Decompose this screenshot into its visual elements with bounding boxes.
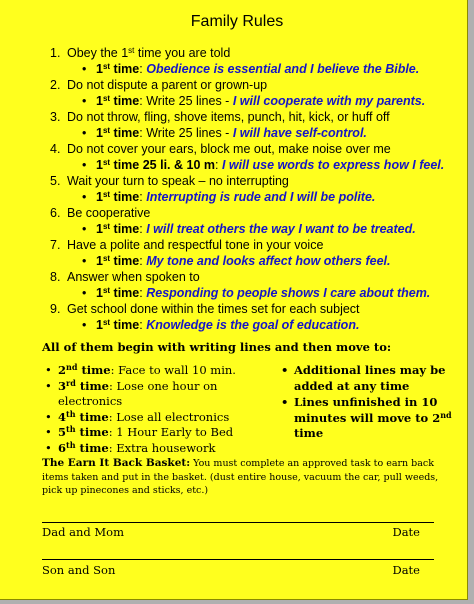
earn-back-body: You must complete an approved task to earn back items taken and put in the basket. (dust entire house, vacuum the car, pull weeds, pick up pinecones and sticks, etc.) [42, 458, 439, 496]
first-time-label: 1st time [96, 222, 140, 236]
escalation-item: • 3rd time: Lose one hour on electronics [45, 377, 218, 408]
signature-line [42, 522, 434, 523]
signer-label: Dad and Mom [42, 525, 124, 539]
first-time-label: 1st time [96, 254, 140, 268]
affirmation-text: Responding to people shows I care about them. [146, 286, 431, 300]
bullet-icon: • [82, 318, 87, 332]
bullet-icon: • [82, 222, 87, 236]
first-time-label: 1st time 25 li. & 10 m [96, 158, 215, 172]
first-time-label: 1st time [96, 126, 140, 140]
note-item: • Lines unfinished in 10 minutes will move to 2nd time [281, 395, 452, 440]
rule-text-main: Do not cover your ears, block me out, make noise over me [67, 142, 391, 156]
escalation-list [45, 363, 280, 456]
bullet-icon: • [82, 158, 87, 172]
rule-consequence [50, 93, 460, 109]
rule-text [50, 269, 460, 285]
rule-text [50, 205, 460, 221]
rule-consequence [50, 125, 460, 141]
bullet-icon: • [281, 395, 289, 409]
bullet-icon: • [82, 254, 87, 268]
consequence-text: : [139, 286, 147, 300]
rule-text-main: Obey the 1 [67, 46, 129, 60]
bullet-icon: • [82, 126, 87, 140]
bullet-icon: • [281, 363, 289, 377]
rule-text-main: Get school done within the times set for each subject [67, 302, 360, 316]
rule-text-main: Answer when spoken to [67, 270, 200, 284]
consequence-text: : [139, 254, 147, 268]
rule-number: 2. [50, 78, 61, 92]
rule-number: 5. [50, 174, 61, 188]
first-time-label: 1st time [96, 190, 140, 204]
notes-list [281, 363, 456, 443]
date-label: Date [392, 525, 420, 539]
first-time-label: 1st time [96, 62, 140, 76]
rule-text-main: Be cooperative [67, 206, 151, 220]
rule-number: 6. [50, 206, 61, 220]
escalation-item: • 4th time: Lose all electronics [45, 408, 230, 424]
escalation-intro: All of them begin with writing lines and then move to: [42, 340, 392, 354]
rule-text-main: Wait your turn to speak – no interrupting [67, 174, 289, 188]
bullet-icon: • [45, 409, 52, 424]
rule-text [50, 45, 460, 61]
escalation-item: • 2nd time: Face to wall 10 min. [45, 362, 236, 377]
rule-number: 8. [50, 270, 61, 284]
consequence-text: : [139, 318, 147, 332]
bullet-icon: • [82, 62, 87, 76]
affirmation-text: Interrupting is rude and I will be polite. [146, 190, 376, 204]
first-time-label: 1st time [96, 286, 140, 300]
escalation-item: • 5th time: 1 Hour Early to Bed [45, 424, 234, 439]
rule-item [50, 205, 460, 237]
signer-label: Son and Son [42, 563, 116, 577]
note-item: • Additional lines may be added at any time [281, 363, 446, 393]
rule-item [50, 301, 460, 333]
rule-text-sup: st [128, 46, 135, 55]
signature-row [42, 525, 420, 539]
bullet-icon: • [45, 378, 52, 393]
affirmation-text: I will have self-control. [232, 126, 367, 140]
rule-text [50, 301, 460, 317]
affirmation-text: Obedience is essential and I believe the Bible. [146, 62, 420, 76]
rule-consequence [50, 61, 460, 77]
rule-text [50, 141, 460, 157]
rule-consequence [50, 189, 460, 205]
rule-item [50, 77, 460, 109]
bullet-icon: • [82, 94, 87, 108]
rules-list [50, 45, 460, 333]
rule-item [50, 141, 460, 173]
bullet-icon: • [82, 286, 87, 300]
escalation-item: • 6th time: Extra housework [45, 439, 216, 455]
first-time-label: 1st time [96, 318, 140, 332]
rule-text [50, 77, 460, 93]
rule-consequence [50, 285, 460, 301]
consequence-text: : [139, 190, 147, 204]
consequence-text: : [139, 222, 147, 236]
rule-text [50, 173, 460, 189]
rule-consequence [50, 157, 460, 173]
bullet-icon: • [45, 440, 52, 455]
rule-number: 9. [50, 302, 61, 316]
rule-item [50, 109, 460, 141]
rule-text-main: Do not throw, fling, shove items, punch, hit, kick, or huff off [67, 110, 390, 124]
rule-consequence [50, 221, 460, 237]
consequence-text: : Write 25 lines - [139, 94, 233, 108]
affirmation-text: I will cooperate with my parents. [232, 94, 426, 108]
rule-number: 3. [50, 110, 61, 124]
affirmation-text: I will treat others the way I want to be treated. [146, 222, 416, 236]
rule-item [50, 269, 460, 301]
first-time-label: 1st time [96, 94, 140, 108]
earn-back-section [42, 457, 452, 498]
bullet-icon: • [45, 363, 52, 377]
earn-back-heading: The Earn It Back Basket: [42, 457, 191, 469]
signature-line [42, 559, 434, 560]
consequence-text: : Write 25 lines - [139, 126, 233, 140]
affirmation-text: My tone and looks affect how others feel. [146, 254, 391, 268]
signature-row [42, 563, 420, 577]
affirmation-text: I will use words to express how I feel. [221, 158, 445, 172]
rule-text [50, 109, 460, 125]
rule-item [50, 45, 460, 77]
rule-consequence [50, 253, 460, 269]
rule-text-main: Have a polite and respectful tone in your voice [67, 238, 324, 252]
rule-consequence [50, 317, 460, 333]
rule-number: 7. [50, 238, 61, 252]
rule-text [50, 237, 460, 253]
rule-text-tail: time you are told [134, 46, 231, 60]
bullet-icon: • [82, 190, 87, 204]
rule-item [50, 173, 460, 205]
affirmation-text: Knowledge is the goal of education. [146, 318, 360, 332]
rule-number: 1. [50, 46, 61, 60]
consequence-text: : [139, 62, 147, 76]
page-title: Family Rules [190, 13, 284, 30]
date-label: Date [392, 563, 420, 577]
rule-number: 4. [50, 142, 61, 156]
bullet-icon: • [45, 425, 52, 439]
rule-text-main: Do not dispute a parent or grown-up [67, 78, 268, 92]
consequence-text: : [215, 158, 222, 172]
rule-item [50, 237, 460, 269]
